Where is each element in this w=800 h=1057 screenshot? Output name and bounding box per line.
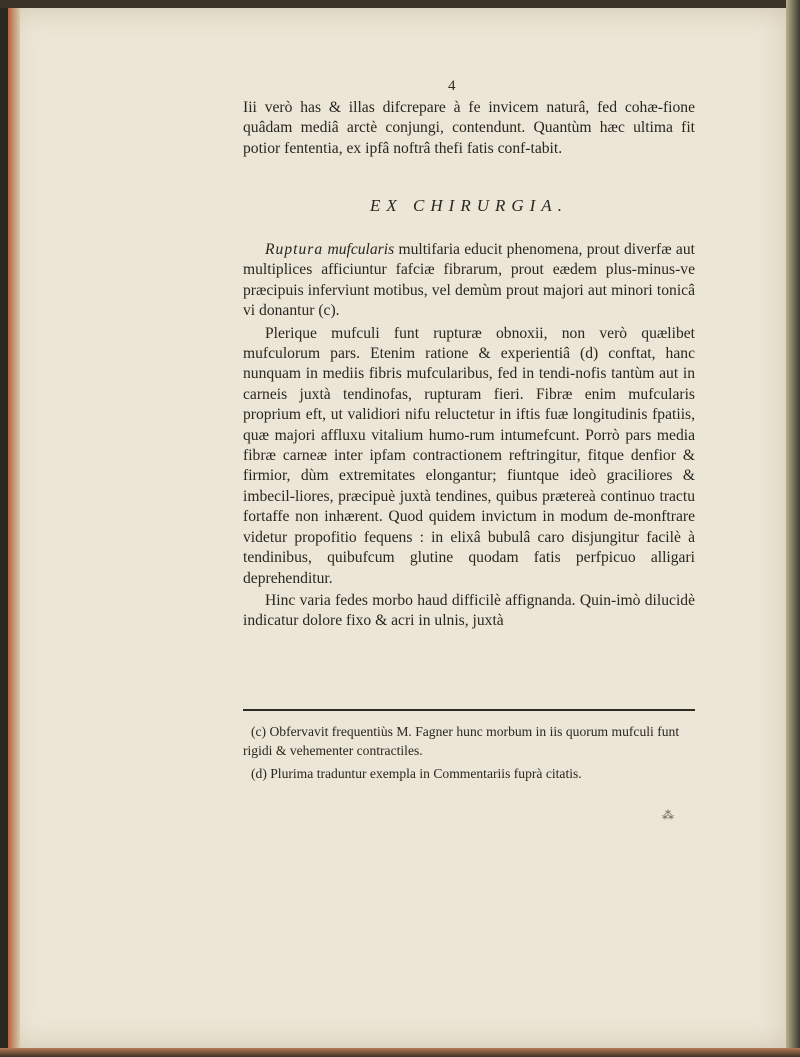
footnote-rule bbox=[243, 709, 695, 711]
paragraph-rupture bbox=[243, 240, 695, 322]
lead-word-italic: mufcularis bbox=[327, 241, 395, 258]
intro-paragraph: Iii verò has & illas difcrepare à fe invicem naturâ, fed cohæ-fione quâdam mediâ arctè conjungi, contendunt. Quantùm hæc ultima fit potior fententia, ex ipfâ noftrâ thefi fatis conf-tabit. bbox=[243, 99, 695, 157]
page-left-edge bbox=[8, 8, 20, 1048]
paragraph-seat: Hinc varia fedes morbo haud difficilè affignanda. Quin-imò dilucidè indicatur dolore fixo & acri in ulnis, juxtà bbox=[243, 591, 695, 630]
footnote-c: (c) Obfervavit frequentiùs M. Fagner hunc morbum in iis quorum mufculi funt rigidi & vehementer contractiles. bbox=[243, 724, 680, 758]
footnote-d: (d) Plurima traduntur exempla in Commentariis fuprà citatis. bbox=[251, 766, 582, 781]
page-bottom-edge bbox=[0, 1048, 800, 1057]
paragraph-1-text: multifaria educit phenomena, prout diverfæ aut multiplices afficiuntur fafciæ fibrarum, prout eædem plus-minus-ve præcipuis inferviunt motibus, vel demùm prout majori aut minori tonicâ vi donantur (c). bbox=[243, 241, 695, 320]
page-number: 4 bbox=[448, 78, 456, 94]
body-block bbox=[243, 240, 695, 632]
catchword-ornament: ⁂ bbox=[662, 808, 674, 822]
page-top-edge bbox=[0, 0, 800, 8]
footnotes bbox=[243, 722, 695, 783]
paragraph-muscles: Plerique mufculi funt rupturæ obnoxii, non verò quælibet mufculorum pars. Etenim ratione & experientiâ (d) conftat, hanc nunquam in mediis fibris mufcularibus, fed in tendi-nofis tantùm aut in carneis juxtà tendinofas, rupturam fieri. Fibræ enim mufcularis proprium eft, ut validiori nifu reluctetur in iftis fuæ longitudinis fpatiis, quæ majori affluxu vitalium humo-rum intumefcunt. Porrò pars media fibræ carneæ inter ipfam contractionem reftringitur, fitque denfior & firmior, dùm extremitates elongantur; fiuntque ideò graciliores & imbecil-liores, præcipuè juxtà tendines, quibus prætereà continuo tractu fortaffe non inhærent. Quod quidem invictum in modum de-monftrare videtur propofitio fequens : in elixâ bubulâ caro disjungitur facilè à tendinibus, quibufcum glutine quodam fatis perfpicuo alligari deprehenditur. bbox=[243, 324, 695, 587]
intro-block bbox=[243, 98, 695, 159]
page-right-edge bbox=[786, 0, 800, 1057]
lead-word: Ruptura bbox=[265, 241, 324, 258]
section-heading: EX CHIRURGIA. bbox=[370, 196, 568, 215]
